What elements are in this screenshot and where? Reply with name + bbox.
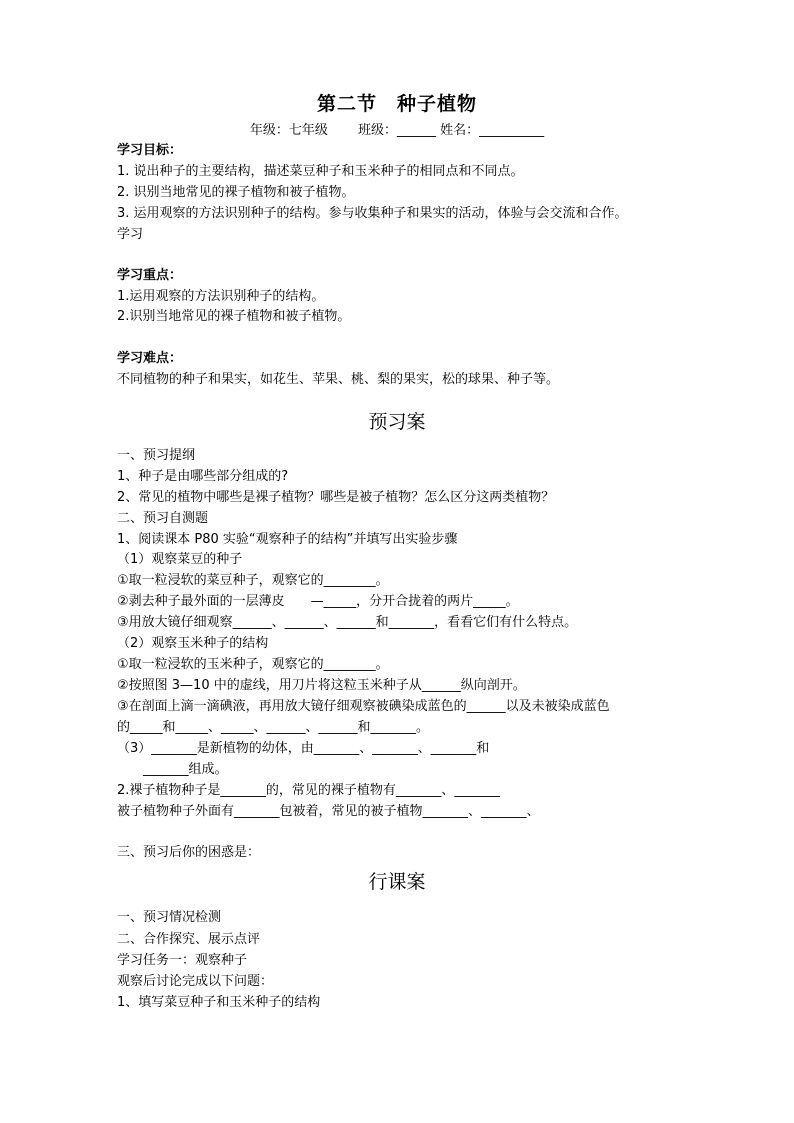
page-title: 第二节 种子植物 (316, 93, 477, 115)
key-points-heading: 学习重点： (117, 268, 183, 283)
preview-line: ②按照图 3—10 中的虚线，用刀片将这粒玉米种子从______纵向剖开。 (117, 678, 526, 693)
preview-line: 被子植物种子外面有_______包被着，常见的被子植物_______、_______、 (117, 804, 540, 819)
preview-line: ①取一粒浸软的玉米种子，观察它的________。 (117, 657, 389, 672)
objectives-heading: 学习目标： (117, 143, 183, 158)
key-point-item: 2.识别当地常见的裸子植物和被子植物。 (117, 309, 351, 324)
preview-line: ①取一粒浸软的菜豆种子，观察它的________。 (117, 573, 389, 588)
preview-line: （2）观察玉米种子的结构 (117, 636, 269, 651)
objective-item: 2. 识别当地常见的裸子植物和被子植物。 (117, 185, 355, 200)
preview-line: 1、阅读课本 P80 实验“观察种子的结构”并填写出实验步骤 (117, 532, 458, 547)
lesson-line: 1、填写菜豆种子和玉米种子的结构 (117, 995, 321, 1010)
preview-line: （1）观察菜豆的种子 (117, 552, 243, 567)
objective-item: 学习 (117, 227, 144, 242)
lesson-line: 观察后讨论完成以下问题： (117, 974, 274, 989)
preview-line: ②剥去种子最外面的一层薄皮 —_____，分开合拢着的两片_____。 (117, 594, 519, 609)
objective-item: 3. 运用观察的方法识别种子的结构。参与收集种子和果实的活动，体验与会交流和合作。 (117, 206, 628, 221)
difficulties-heading: 学习难点： (117, 351, 183, 366)
preview-line: _______组成。 (117, 762, 228, 777)
preview-line: 一、预习提纲 (117, 448, 196, 463)
preview-line: 二、预习自测题 (117, 511, 209, 526)
preview-section-heading: 预习案 (368, 411, 426, 433)
lesson-line: 一、预习情况检测 (117, 910, 222, 925)
lesson-line: 学习任务一：观察种子 (117, 953, 248, 968)
preview-line: ③用放大镜仔细观察______、______、______和_______，看看它们有什么特点。 (117, 615, 578, 630)
preview-line: （3）_______是新植物的幼体，由_______、_______、_______和 (117, 741, 490, 756)
preview-line: 2.裸子植物种子是_______的，常见的裸子植物有_______、_______ (117, 783, 500, 798)
lesson-section-heading: 行课案 (368, 871, 426, 893)
preview-line: 三、预习后你的困惑是： (117, 845, 261, 860)
lesson-line: 二、合作探究、展示点评 (117, 932, 261, 947)
preview-line: 1、种子是由哪些部分组成的? (117, 469, 289, 484)
preview-line: 2、常见的植物中哪些是裸子植物？哪些是被子植物？怎么区分这两类植物？ (117, 490, 555, 505)
key-point-item: 1.运用观察的方法识别种子的结构。 (117, 289, 325, 304)
preview-line: ③在剖面上滴一滴碘液，再用放大镜仔细观察被碘染成蓝色的______以及未被染成蓝色 (117, 699, 610, 714)
student-info-line: 年级：七年级 班级：______ 姓名：__________ (249, 123, 545, 138)
objective-item: 1. 说出种子的主要结构，描述菜豆种子和玉米种子的相同点和不同点。 (117, 164, 524, 179)
preview-line: 的_____和_____、_____、______、______和_______。 (117, 720, 430, 735)
difficulty-item: 不同植物的种子和果实，如花生、苹果、桃、梨的果实，松的球果、种子等。 (117, 372, 560, 387)
